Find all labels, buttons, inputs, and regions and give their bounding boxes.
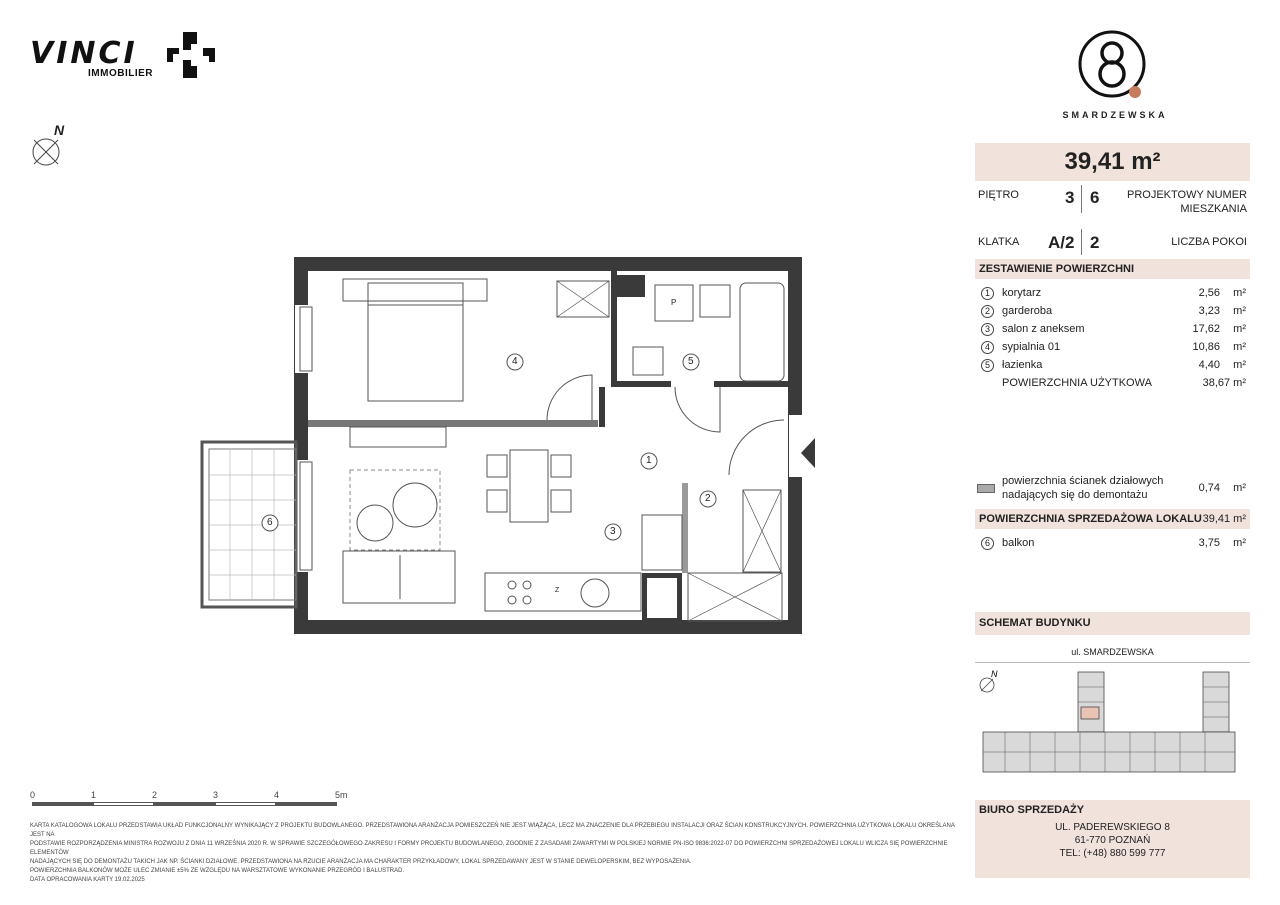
sales-area-value: 39,41 m² <box>1202 513 1246 525</box>
contact-title: BIURO SPRZEDAŻY <box>979 804 1085 816</box>
compass-north-label: N <box>54 122 65 138</box>
washer-label: P <box>671 298 677 307</box>
room-label-3: 3 <box>610 526 616 537</box>
room-row: 1 korytarz 2,56 m² <box>975 285 1250 303</box>
removable-walls-row: powierzchnia ścianek działowych nadających się do demontażu 0,74 m² <box>975 473 1250 507</box>
svg-text:N: N <box>991 669 998 679</box>
total-area: 39,41 m² <box>975 143 1250 181</box>
staircase-row <box>975 229 1250 259</box>
rooms-label: LICZBA POKOI <box>1171 236 1247 248</box>
staircase-value: A/2 <box>1048 233 1075 252</box>
building-street: ul. SMARDZEWSKA <box>1071 647 1154 657</box>
sales-area-row <box>975 509 1250 529</box>
contact-address-1: UL. PADEREWSKIEGO 8 <box>1055 822 1170 833</box>
floor-label: PIĘTRO <box>978 189 1019 201</box>
rooms-count: 2 <box>1090 233 1100 252</box>
floor-value: 3 <box>1065 188 1075 207</box>
sales-area-label: POWIERZCHNIA SPRZEDAŻOWA LOKALU <box>979 513 1202 525</box>
removable-walls-swatch <box>977 484 995 493</box>
building-schema <box>975 667 1250 782</box>
staircase-label: KLATKA <box>978 236 1020 248</box>
apartment-number: 6 <box>1090 188 1100 207</box>
apartment-number-label-1: PROJEKTOWY NUMER <box>1127 189 1247 201</box>
floor-plan-drawing <box>195 255 825 640</box>
legal-disclaimer: KARTA KATALOGOWA LOKALU PRZEDSTAWIA UKŁAD FUNKCJONALNY WYNIKAJĄCY Z PROJEKTU BUDOWLANEGO. PRZEDSTAWIONA ARANŻACJA POMIESZCZEŃ NIE JEST WIĄŻĄCA, LECZ MA ZNACZENIE DLA PRZEBIEGU INSTALACJI ORAZ ŚCIAN KONSTRUKCYJNYCH. POWIERZCHNIA UŻYTKOWA LOKALU OKREŚLANA JEST NA PODSTAWIE ROZPORZĄDZENIA MINISTRA ROZWOJU Z DNIA 11 WRZEŚNIA 2020 R. W SPRAWIE SZCZEGÓŁOWEGO ZAKRESU I FORMY PROJEKTU BUDOWLANEGO, ZGODNIE Z ZASADAMI ZAWARTYMI W POLSKIEJ NORMIE PN-ISO 9836:2022-07 DO POWIERZCHNI SPRZEDAŻOWEJ LOKALU WLICZA SIĘ POWIERZCHNIE ELEMENTÓW NADAJĄCYCH SIĘ DO DEMONTAŻU TAKICH JAK NP. ŚCIANKI DZIAŁOWE. PRZEDSTAWIONA NA RZUCIE ARANŻACJA MA CHARAKTER PRZYKŁADOWY, LOKAL SPRZEDAWANY JEST W STANIE DEWELOPERSKIM, BEZ WYPOSAŻENIA. POWIERZCHNIA BALKONÓW MOŻE ULEC ZMIANIE ±5% ZE WZGLĘDU NA WARSZTATOWE WYKONANIE PRZEGRÓD I BALUSTRAD. DATA OPRACOWANIA KARTY 19.02.2025 <box>30 823 955 883</box>
fridge-label: Z <box>555 587 560 594</box>
floor-row <box>975 183 1250 223</box>
balcony-row: 6 balkon 3,75 m² <box>975 535 1250 553</box>
sales-office-contact <box>975 800 1250 878</box>
room-row: 4 sypialnia 01 10,86 m² <box>975 339 1250 357</box>
vinci-logo-text: VINCI <box>30 36 138 71</box>
floor-plan <box>195 255 825 640</box>
room-label-2: 2 <box>705 493 711 504</box>
usable-area-label: POWIERZCHNIA UŻYTKOWA <box>1002 377 1152 389</box>
compass <box>30 120 70 165</box>
room-label-1: 1 <box>646 455 652 466</box>
room-row: 2 garderoba 3,23 m² <box>975 303 1250 321</box>
vinci-plus-icon <box>165 30 235 80</box>
room-label-4: 4 <box>512 356 518 367</box>
logo-eight-icon <box>1072 26 1152 106</box>
contact-address-2: 61-770 POZNAŃ <box>1074 835 1151 846</box>
building-section-title: SCHEMAT BUDYNKU <box>975 612 1250 635</box>
vinci-logo-subtext: IMMOBILIER <box>88 68 153 79</box>
room-label-6: 6 <box>267 517 273 528</box>
vinci-logo <box>30 30 210 90</box>
contact-phone: TEL: (+48) 880 599 777 <box>1059 848 1166 859</box>
usable-area-row <box>975 375 1250 393</box>
room-row: 5 łazienka 4,40 m² <box>975 357 1250 375</box>
apartment-number-label-2: MIESZKANIA <box>1180 203 1247 215</box>
smardzewska-logo-text: SMARDZEWSKA <box>1062 110 1168 120</box>
room-label-5: 5 <box>688 356 694 367</box>
room-row: 3 salon z aneksem 17,62 m² <box>975 321 1250 339</box>
areas-section-title: ZESTAWIENIE POWIERZCHNI <box>975 259 1250 279</box>
smardzewska-logo <box>1040 26 1190 126</box>
usable-area-value: 38,67 m² <box>1202 377 1246 389</box>
scale-bar: 0 1 2 3 4 5m <box>30 790 360 820</box>
